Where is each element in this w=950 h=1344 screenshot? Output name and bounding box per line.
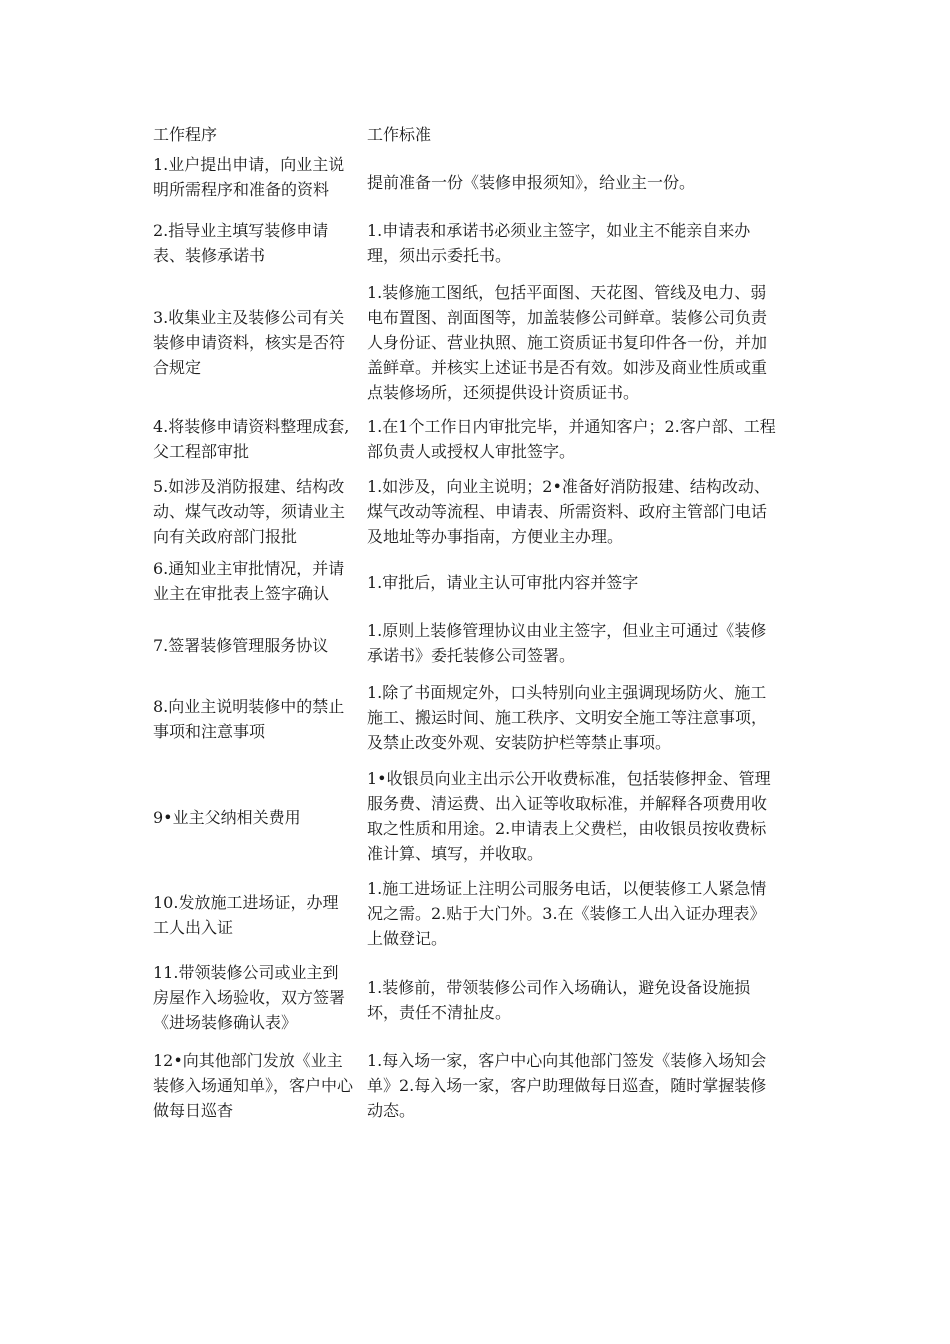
standard-cell bbox=[367, 960, 779, 1039]
standard-cell: 1•收银员向业主出示公开收费标准，包括装修押金、管理服务费、清运费、出入证等收取标准，并解释各项费用收取之性质和用途。2.申请表上父费栏，由收银员按收费标准计算、填写，并收取。 bbox=[367, 769, 771, 863]
procedure-cell: 6.通知业主审批情况，并请业主在审批表上签字确认 bbox=[153, 559, 345, 603]
header-procedure: 工作程序 bbox=[153, 125, 218, 144]
procedure-cell: 4.将装修申请资料整理成套,父工程部审批 bbox=[153, 417, 350, 461]
standard-cell: 1.在1个工作日内审批完毕，并通知客户；2.客户部、工程部负责人或授权人审批签字。 bbox=[367, 417, 776, 461]
table-row bbox=[0, 876, 950, 954]
table-row bbox=[0, 960, 950, 1040]
procedure-cell: 5.如涉及消防报建、结构改动、煤气改动等，须请业主向有关政府部门报批 bbox=[153, 477, 346, 546]
table-row bbox=[0, 618, 950, 674]
procedure-cell: 11.带领装修公司或业主到房屋作入场验收，双方签署《进场装修确认表》 bbox=[153, 963, 346, 1032]
standard-cell: 1.申请表和承诺书必须业主签字，如业主不能亲自来办理，须出示委托书。 bbox=[367, 221, 751, 265]
table-header bbox=[0, 122, 950, 148]
standard-cell: 1.原则上装修管理协议由业主签字，但业主可通过《装修承诺书》委托装修公司签署。 bbox=[367, 621, 767, 665]
table-row bbox=[0, 680, 950, 758]
table-row bbox=[0, 474, 950, 552]
standard-text: 1.审批后，请业主认可审批内容并签字 bbox=[367, 573, 639, 592]
table-row bbox=[0, 556, 950, 610]
table-row bbox=[0, 414, 950, 468]
procedure-cell bbox=[153, 618, 353, 672]
standard-cell: 1.施工进场证上注明公司服务电话，以便装修工人紧急情况之需。2.贴于大门外。3.在《装修工人出入证办理表》上做登记。 bbox=[367, 879, 767, 948]
procedure-cell bbox=[153, 876, 353, 953]
procedure-text: 9•业主父纳相关费用 bbox=[153, 807, 301, 827]
procedure-cell: 12•向其他部门发放《业主装修入场通知单》，客户中心做每日巡杳 bbox=[153, 1051, 353, 1120]
standard-cell: 1.装修施工图纸，包括平面图、天花图、管线及电力、弱电布置图、剖面图等，加盖装修公司鲜章。装修公司负责人身份证、营业执照、施工资质证书复印件各一份，并加盖鲜章。并核实上述证书是否有效。如涉及商业性质或重点装修场所，还须提供设计资质证书。 bbox=[367, 283, 768, 402]
table-row bbox=[0, 1048, 950, 1128]
table-row bbox=[0, 152, 950, 214]
procedure-cell bbox=[153, 680, 353, 758]
procedure-text: 8.向业主说明装修中的禁止事项和注意事项 bbox=[153, 697, 345, 741]
table-row bbox=[0, 280, 950, 404]
procedure-text: 7.签署装修管理服务协议 bbox=[153, 635, 329, 655]
standard-cell bbox=[367, 556, 779, 609]
procedure-text: 10.发放施工进场证，办理工人出入证 bbox=[153, 892, 339, 937]
standard-cell: 1.如涉及，向业主说明；2•准备好消防报建、结构改动、煤气改动等流程、申请表、所需资料、政府主管部门电话及地址等办事指南，方便业主办理。 bbox=[367, 477, 770, 546]
standard-cell: 1.除了书面规定外，口头特别向业主强调现场防火、施工施工、搬运时间、施工秩序、文明安全施工等注意事项，及禁止改变外观、安装防护栏等禁止事项。 bbox=[367, 683, 768, 752]
table-row bbox=[0, 218, 950, 272]
procedure-cell: 1.业户提出申请，向业主说明所需程序和准备的资料 bbox=[153, 155, 345, 199]
standard-text: 1.装修前，带领装修公司作入场确认，避免设备设施损坏，责任不清扯皮。 bbox=[367, 977, 751, 1022]
standard-cell: 1.每入场一家，客户中心向其他部门签发《装修入场知会单》2.每入场一家，客户助理做每日巡查，随时掌握装修动态。 bbox=[367, 1051, 767, 1120]
procedure-cell: 2.指导业主填写装修申请表、装修承诺书 bbox=[153, 221, 329, 265]
procedure-cell bbox=[153, 766, 353, 868]
standard-text: 提前准备一份《装修申报须知》，给业主一份。 bbox=[367, 172, 696, 192]
header-standard: 工作标准 bbox=[367, 125, 432, 144]
table-row bbox=[0, 766, 950, 870]
procedure-cell bbox=[153, 280, 353, 404]
standard-cell bbox=[367, 152, 779, 212]
procedure-text: 3.收集业主及装修公司有关装修申请资料，核实是否符合规定 bbox=[153, 307, 346, 377]
